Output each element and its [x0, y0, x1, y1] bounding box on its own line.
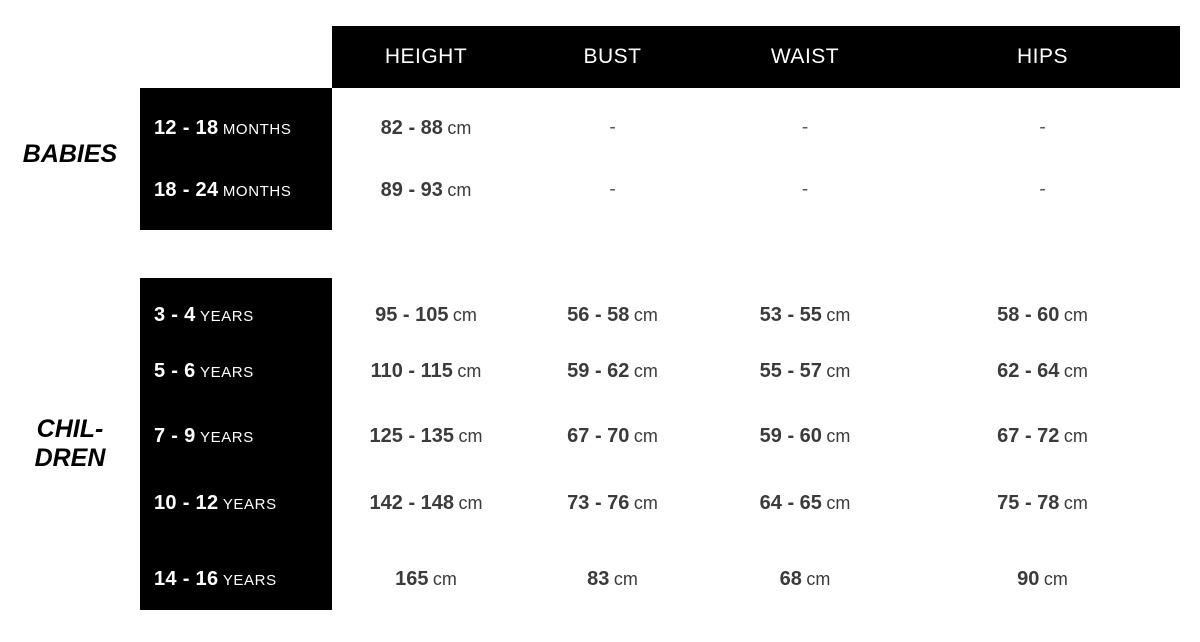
cell-unit: cm	[826, 492, 851, 513]
cell-value: 75 - 78	[997, 491, 1060, 514]
cell-value: 73 - 76	[567, 491, 630, 514]
cell-value: 110 - 115	[370, 359, 453, 382]
group-label-line-1: CHIL-	[36, 415, 104, 443]
row-age-label	[140, 117, 332, 140]
cell-hips	[905, 179, 1180, 201]
cell-height	[332, 568, 520, 591]
cell-value: -	[609, 179, 616, 200]
cell-value: 82 - 88	[380, 116, 443, 139]
cell-value: 67 - 70	[567, 424, 630, 447]
age-range: 3 - 4	[154, 303, 196, 326]
cell-value: -	[1039, 117, 1046, 138]
row-age-label	[140, 492, 332, 515]
cell-bust	[520, 360, 705, 383]
cell-unit: cm	[633, 425, 658, 446]
cell-unit: cm	[457, 360, 482, 381]
cell-unit: cm	[447, 117, 472, 138]
cell-bust	[520, 492, 705, 515]
age-unit: YEARS	[222, 495, 277, 513]
group-label-babies: BABIES	[22, 140, 118, 168]
row-age-label	[140, 304, 332, 327]
age-unit: YEARS	[199, 428, 254, 446]
cell-bust	[520, 304, 705, 327]
cell-waist	[705, 492, 905, 515]
cell-unit: cm	[633, 304, 658, 325]
row-age-label	[140, 360, 332, 383]
cell-value: 62 - 64	[997, 359, 1060, 382]
cell-value: 64 - 65	[759, 491, 822, 514]
age-range: 18 - 24	[154, 178, 219, 201]
cell-value: 68	[779, 567, 802, 590]
group-label-children	[0, 415, 140, 473]
cell-value: 53 - 55	[759, 303, 822, 326]
cell-height	[332, 304, 520, 327]
cell-hips	[905, 568, 1180, 591]
table-row	[140, 160, 1180, 220]
cell-value: 58 - 60	[997, 303, 1060, 326]
cell-unit: cm	[432, 568, 457, 589]
cell-hips	[905, 304, 1180, 327]
age-unit: MONTHS	[222, 120, 292, 138]
cell-value: 95 - 105	[375, 303, 449, 326]
row-age-label	[140, 425, 332, 448]
table-row	[140, 341, 1180, 401]
cell-hips	[905, 360, 1180, 383]
cell-value: -	[801, 179, 809, 200]
cell-waist	[705, 179, 905, 201]
age-unit: MONTHS	[222, 182, 292, 200]
cell-value: 67 - 72	[997, 424, 1060, 447]
cell-hips	[905, 425, 1180, 448]
group-label-line-2: DREN	[34, 443, 106, 472]
cell-unit: cm	[806, 568, 831, 589]
cell-value: 125 - 135	[369, 424, 455, 447]
cell-unit: cm	[1063, 304, 1088, 325]
table-header-row	[332, 26, 1180, 88]
table-row	[140, 406, 1180, 466]
cell-height	[332, 360, 520, 383]
age-range: 12 - 18	[154, 116, 219, 139]
cell-value: 56 - 58	[567, 303, 630, 326]
cell-unit: cm	[826, 360, 851, 381]
cell-value: -	[1039, 179, 1046, 200]
cell-waist	[705, 425, 905, 448]
age-unit: YEARS	[199, 363, 254, 381]
cell-height	[332, 117, 520, 140]
row-age-label	[140, 568, 332, 591]
table-row	[140, 473, 1180, 533]
cell-unit: cm	[458, 492, 483, 513]
age-range: 5 - 6	[154, 359, 196, 382]
age-unit: YEARS	[222, 571, 277, 589]
cell-value: 90	[1017, 567, 1040, 590]
cell-unit: cm	[826, 304, 851, 325]
cell-unit: cm	[458, 425, 483, 446]
cell-hips	[905, 117, 1180, 139]
row-age-label	[140, 179, 332, 202]
cell-waist	[705, 117, 905, 139]
age-range: 14 - 16	[154, 567, 219, 590]
cell-waist	[705, 568, 905, 591]
cell-value: 89 - 93	[380, 178, 443, 201]
cell-unit: cm	[633, 360, 658, 381]
column-header-bust: BUST	[583, 45, 642, 68]
cell-value: 165	[395, 567, 429, 590]
cell-value: 59 - 62	[567, 359, 630, 382]
age-unit: YEARS	[199, 307, 254, 325]
age-range: 7 - 9	[154, 424, 196, 447]
cell-unit: cm	[447, 179, 472, 200]
cell-waist	[705, 360, 905, 383]
cell-value: -	[609, 117, 616, 138]
cell-unit: cm	[613, 568, 638, 589]
column-header-waist: WAIST	[770, 45, 840, 68]
cell-unit: cm	[633, 492, 658, 513]
table-row	[140, 285, 1180, 345]
cell-height	[332, 425, 520, 448]
column-header-height: HEIGHT	[384, 45, 468, 68]
cell-value: 59 - 60	[759, 424, 822, 447]
cell-value: 142 - 148	[369, 491, 455, 514]
cell-value: 55 - 57	[759, 359, 822, 382]
cell-hips	[905, 492, 1180, 515]
table-row	[140, 549, 1180, 609]
cell-unit: cm	[1063, 360, 1088, 381]
cell-unit: cm	[826, 425, 851, 446]
age-range: 10 - 12	[154, 491, 219, 514]
cell-unit: cm	[1063, 492, 1088, 513]
cell-height	[332, 492, 520, 515]
cell-bust	[520, 425, 705, 448]
cell-unit: cm	[452, 304, 477, 325]
cell-height	[332, 179, 520, 202]
cell-value: 83	[587, 567, 610, 590]
cell-bust	[520, 117, 705, 139]
cell-bust	[520, 179, 705, 201]
cell-unit: cm	[1063, 425, 1088, 446]
cell-waist	[705, 304, 905, 327]
cell-value: -	[801, 117, 809, 138]
table-row	[140, 98, 1180, 158]
cell-unit: cm	[1043, 568, 1068, 589]
column-header-hips: HIPS	[1016, 45, 1068, 68]
cell-bust	[520, 568, 705, 591]
